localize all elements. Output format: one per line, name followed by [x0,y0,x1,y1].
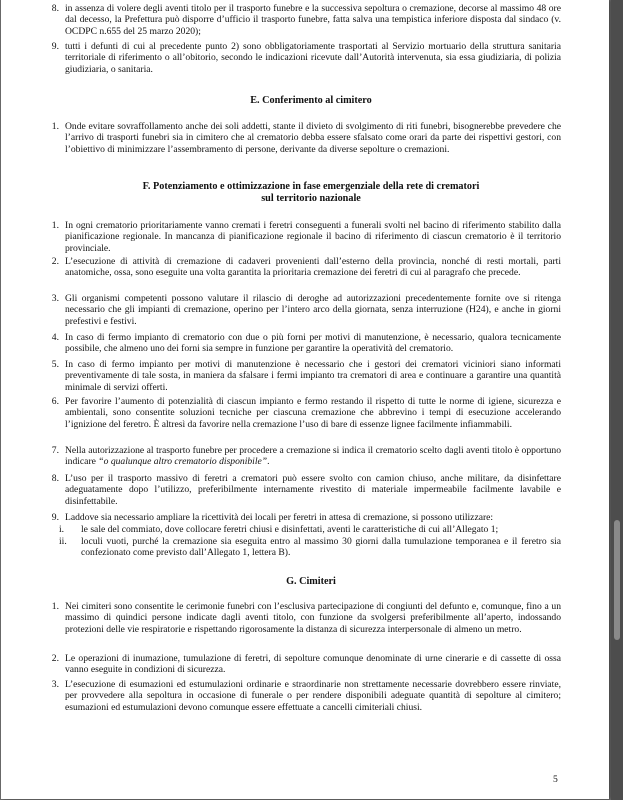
item-number: 8. [51,3,59,14]
sub-item-number: ii. [59,536,67,547]
list-item [51,512,561,523]
item-text: L’esecuzione di attività di cremazione di cadaveri provenienti dall’esterno della provincia, nonché di resti mortali, parti anatomiche, ossa, sono eseguite una volta garantita la prioritaria cremazione dei feretri di cui al paragrafo che precede. [65,256,561,279]
item-text: In caso di fermo impianto di crematorio con due o più forni per motivi di manutenzione, è necessario, qualora tecnicamente possibile, che almeno uno dei forni sia sempre in funzione per garantire la operatività del crematorio. [65,332,561,355]
item-number: 9. [51,41,59,52]
list-item [51,121,561,155]
item-text: tutti i defunti di cui al precedente punto 2) sono obbligatoriamente trasportati al Servizio mortuario della struttura sanitaria territoriale di riferimento o all’obitorio, secondo le indicazioni ricevute dall’Autorità intervenuta, sia essa giudiziaria, di polizia giudiziaria, o sanitaria. [65,41,561,75]
item-text-italic: “o qualunque altro crematorio disponibile” [98,456,268,468]
item-text: Per favorire l’aumento di potenzialità di ciascun impianto e fermo restando il rispetto di tutte le norme di igiene, sicurezza e ambientali, sono consentite soluzioni tecniche per ciascuna cremazione che abbrevino i tempi di esecuzione accelerando l’ignizione del feretro. È altresì da favorire nella cremazione l’uso di bare di essenze lignee facilmente infiammabili. [65,396,561,430]
list-item [51,256,561,279]
document-page [1,0,609,799]
page-content [1,0,609,799]
section-heading-line: sul territorio nazionale [261,193,361,204]
sub-list-item [59,536,561,559]
list-item [51,396,561,430]
list-item [51,653,561,676]
item-text: in assenza di volere degli aventi titolo per il trasporto funebre e la successiva sepoltura o cremazione, decorse al massimo 48 ore dal decesso, la Prefettura può disporre d’ufficio il trasporto funebre, fatta salva una tempistica inferiore disposta dal sindaco (v. OCDPC n.655 del 25 marzo 2020); [65,3,561,37]
item-text: Nei cimiteri sono consentite le cerimonie funebri con l’esclusiva partecipazione di congiunti del defunto e, comunque, fino a un massimo di quindici persone indicate dagli aventi titolo, con funzione da svolgersi preferibilmente all’aperto, indossando protezioni delle vie respiratorie e rispettando rigorosamente la distanza di sicurezza interpersonale di almeno un metro. [65,601,561,635]
list-item [51,220,561,254]
item-text: L’uso per il trasporto massivo di feretri a crematori può essere svolto con camion chiuso, anche militare, da disinfettare adeguatamente dopo l’utilizzo, preferibilmente internamente rivestito di materiale impermeabile facilmente lavabile e disinfettabile. [65,473,561,507]
section-heading: E. Conferimento al cimitero [250,95,372,106]
page-number: 5 [553,774,558,785]
item-text: Le operazioni di inumazione, tumulazione di feretri, di sepolture comunque denominate di urne cinerarie e di cassette di ossa vanno eseguite in condizioni di sicurezza. [65,653,561,676]
item-number: 2. [51,653,59,664]
item-number: 1. [51,220,59,231]
item-number: 2. [51,256,59,267]
item-number: 7. [51,445,59,456]
item-number: 1. [51,121,59,132]
item-text: Onde evitare sovraffollamento anche dei soli addetti, stante il divieto di svolgimento di riti funebri, bisognerebbe prevedere che l’arrivo di trasporti funebri sia in cimitero che al crematorio debba essere sfalsato come orari da parte dei rispettivi gestori, con l’obiettivo di minimizzare l’assembramento di persone, derivante da diverse sepolture o cremazioni. [65,121,561,155]
list-item [51,679,561,713]
list-item [51,445,561,468]
list-item [51,359,561,393]
item-text: Nella autorizzazione al trasporto funebre per procedere a cremazione si indica il crematorio scelto dagli aventi titolo è opportuno indicare [65,445,561,468]
item-text-tail: . [267,456,270,468]
sub-list-item [59,524,561,535]
list-item [51,41,561,75]
list-item [51,601,561,635]
sub-item-text: loculi vuoti, purché la cremazione sia eseguita entro al massimo 30 giorni dalla tumulazione temporanea e il feretro sia confezionato come previsto dall’Allegato 1, lettera B). [81,536,561,559]
scrollbar-thumb[interactable] [614,520,620,640]
item-number: 1. [51,601,59,612]
item-text: In caso di fermo impianto per motivi di manutenzione è necessario che i gestori dei crematori viciniori siano informati preventivamente di tale sosta, in maniera da sfalsare i fermi impianto tra crematori di area e continuare a garantire una quantità minimale di servizi offerti. [65,359,561,393]
list-item [51,473,561,507]
item-number: 9. [51,512,59,523]
item-text: L’esecuzione di esumazioni ed estumulazioni ordinarie e straordinarie non strettamente necessarie dovrebbero essere rinviate, per provvedere alla sepoltura in occasione di funerale o per rendere disponibili adeguate quantità di sepolture al cimitero; esumazioni ed estumulazioni devono comunque essere effettuate a cancelli cimiteriali chiusi. [65,679,561,713]
item-text: Gli organismi competenti possono valutare il rilascio di deroghe ad autorizzazioni precedentemente fornite ove si ritenga necessario che gli impianti di cremazione, operino per l’intero arco della giornata, senza interruzione (H24), e anche in giorni prefestivi e festivi. [65,293,561,327]
item-number: 8. [51,473,59,484]
item-number: 3. [51,679,59,690]
sub-item-number: i. [59,524,65,535]
list-item [51,3,561,37]
sub-item-text: le sale del commiato, dove collocare feretri chiusi e disinfettati, aventi le caratteristiche di cui all’Allegato 1; [81,524,499,535]
vertical-scrollbar[interactable] [611,0,623,800]
item-text: In ogni crematorio prioritariamente vanno cremati i feretri conseguenti a funerali svolti nel bacino di riferimento stabilito dalla pianificazione regionale. In mancanza di pianificazione regionale il bacino di riferimento di ciascun crematorio è il territorio provinciale. [65,220,561,254]
section-heading: G. Cimiteri [286,576,336,587]
list-item [51,293,561,327]
section-heading-line: F. Potenziamento e ottimizzazione in fase emergenziale della rete di crematori [142,181,480,192]
item-number: 5. [51,359,59,370]
item-number: 6. [51,396,59,407]
item-number: 3. [51,293,59,304]
section-heading [61,181,561,205]
item-number: 4. [51,332,59,343]
item-text: Laddove sia necessario ampliare la ricettività dei locali per feretri in attesa di cremazione, si possono utilizzare: [65,512,494,523]
list-item [51,332,561,355]
